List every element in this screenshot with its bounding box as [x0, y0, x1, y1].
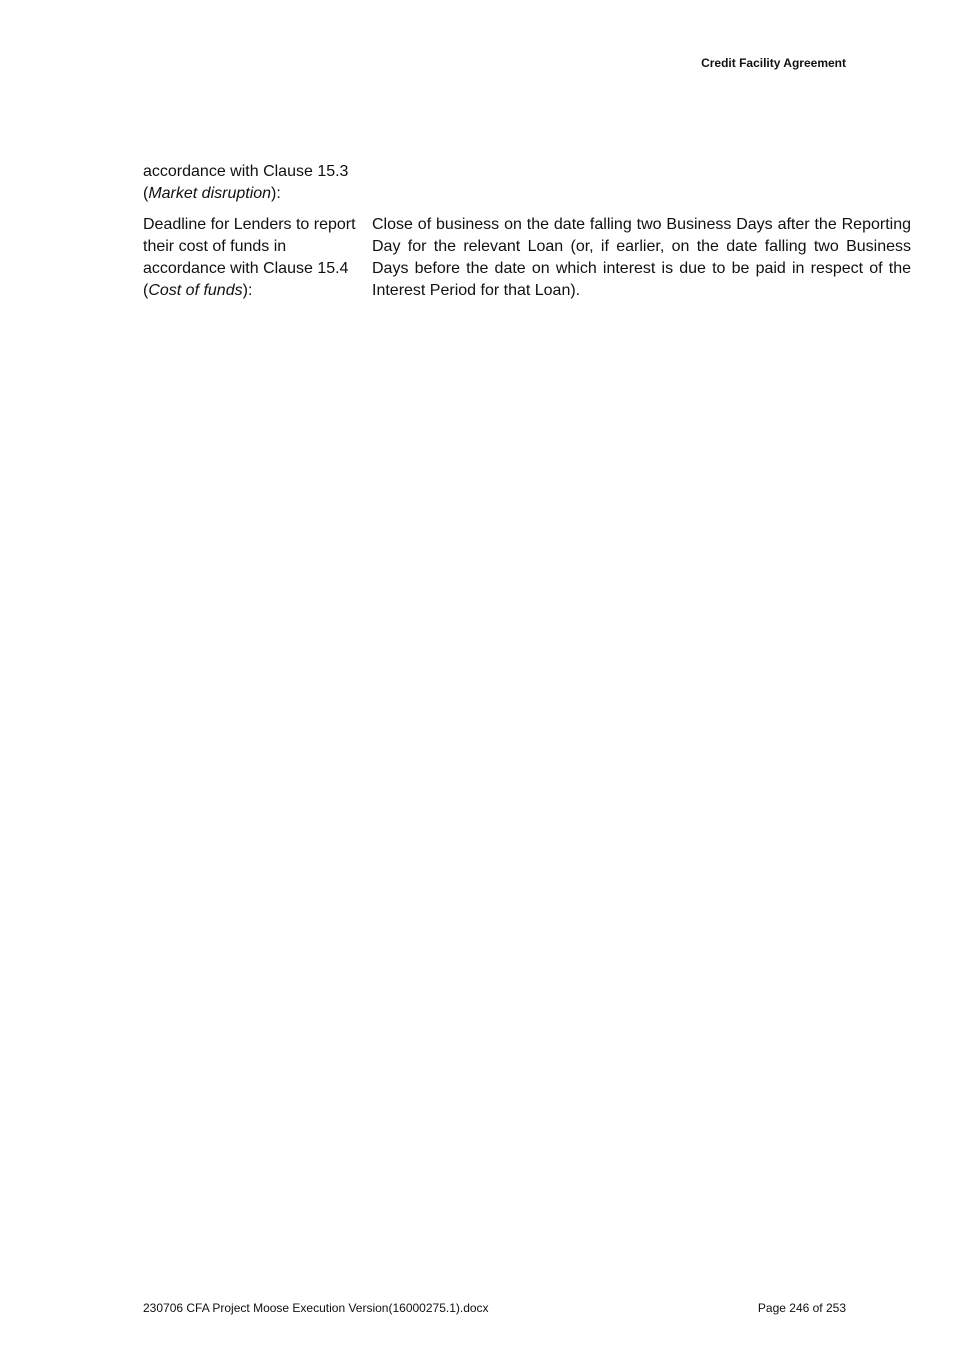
term-paren-close: ): — [271, 185, 281, 202]
definition-term-market-disruption — [143, 161, 363, 205]
term-text: accordance with Clause 15.3 — [143, 163, 349, 180]
term-paren-open: ( — [143, 282, 149, 299]
definition-term-cost-of-funds — [143, 214, 363, 302]
term-clause-title: Market disruption — [148, 185, 272, 202]
term-paren-open: ( — [143, 185, 149, 202]
footer-page-number: Page 246 of 253 — [757, 1301, 846, 1315]
definition-value-cost-of-funds: Close of business on the date falling two Business Days after the Reporting Day for the relevant Loan (or, if earlier, on the date falling two Business Days before the date on which interest is due to be paid in respect of the Interest Period for that Loan). — [372, 216, 911, 299]
footer-document-name: 230706 CFA Project Moose Execution Version(16000275.1).docx — [143, 1301, 489, 1315]
document-header-title: Credit Facility Agreement — [701, 56, 846, 70]
term-clause-title: Cost of funds — [148, 282, 243, 299]
term-text: Deadline for Lenders to report their cost of funds in accordance with Clause 15.4 — [143, 216, 356, 277]
term-paren-close: ): — [242, 282, 253, 299]
